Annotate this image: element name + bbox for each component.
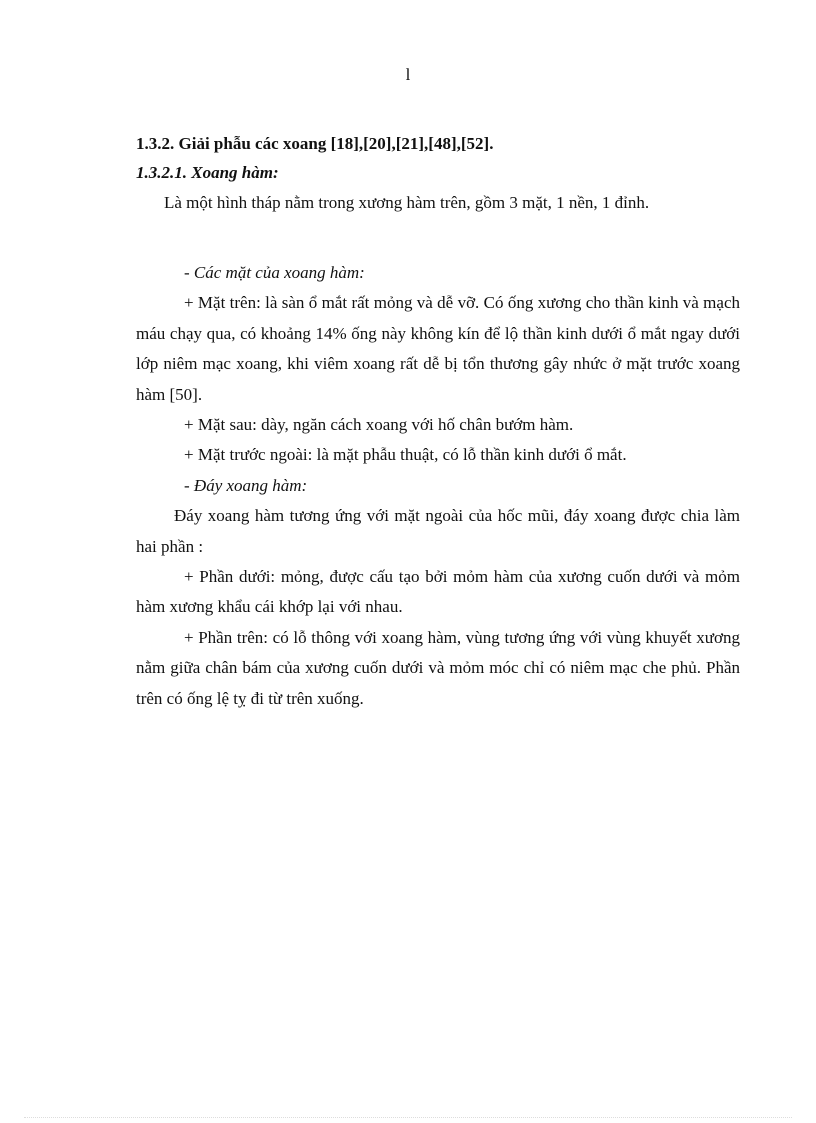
- paragraph-upper-part: + Phần trên: có lỗ thông với xoang hàm, vùng tương ứng với vùng khuyết xương nằm giữa chân bám của xương cuốn dưới và mỏm móc chỉ có niêm mạc che phủ. Phần trên có ống lệ tỵ đi từ trên xuống.: [136, 627, 740, 708]
- page-number: l: [405, 65, 411, 84]
- list-heading-floor: - Đáy xoang hàm:: [184, 475, 308, 495]
- paragraph-lower-part: + Phần dưới: mỏng, được cấu tạo bởi mỏm hàm của xương cuốn dưới và mỏm hàm xương khẩu cái khớp lại với nhau.: [136, 567, 740, 617]
- section-heading: 1.3.2. Giải phẫu các xoang [18],[20],[21],[48],[52].: [136, 134, 494, 153]
- footer-divider: [24, 1117, 792, 1118]
- subsection-heading: 1.3.2.1. Xoang hàm:: [136, 163, 279, 182]
- paragraph-floor: Đáy xoang hàm tương ứng với mặt ngoài của hốc mũi, đáy xoang được chia làm hai phần :: [136, 506, 740, 556]
- paragraph-spacer: [136, 218, 740, 258]
- paragraph-top-surface: + Mặt trên: là sàn ổ mắt rất mỏng và dễ vỡ. Có ống xương cho thần kinh và mạch máu chạy qua, có khoảng 14% ống này không kín để lộ thần kinh dưới ổ mắt ngay dưới lớp niêm mạc xoang, khi viêm xoang rất dễ bị tổn thương gây nhức ở mặt trước xoang hàm [50].: [136, 293, 740, 404]
- intro-paragraph: Là một hình tháp nằm trong xương hàm trên, gồm 3 mặt, 1 nền, 1 đỉnh.: [164, 193, 650, 212]
- document-body: [136, 130, 740, 714]
- list-heading-surfaces: - Các mặt của xoang hàm:: [184, 263, 365, 282]
- paragraph-back-surface: + Mặt sau: dày, ngăn cách xoang với hố chân bướm hàm.: [184, 415, 574, 435]
- paragraph-front-surface: + Mặt trước ngoài: là mặt phẫu thuật, có lỗ thần kinh dưới ổ mắt.: [184, 445, 627, 465]
